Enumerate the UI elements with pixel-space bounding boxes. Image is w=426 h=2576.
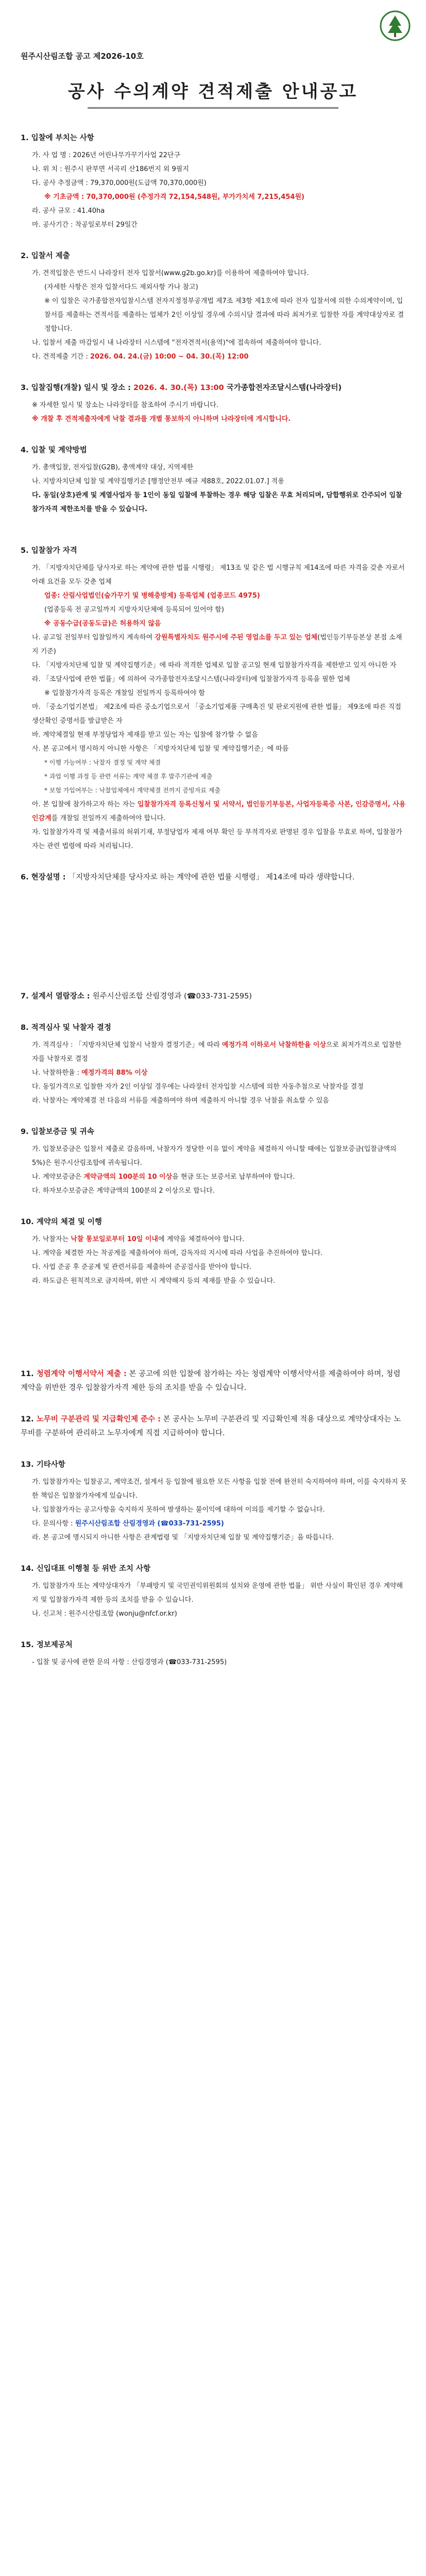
eligibility-documents-list: 입찰참가자격 등록신청서 및 서약서, 법인등기부등본, 사업자등록증 사본, 인감증명서, 사용인감계 <box>32 801 406 822</box>
violation-report <box>32 1607 407 1621</box>
opening-note: ※ 자세한 일시 및 장소는 나라장터를 참조하여 주시기 바랍니다. <box>32 401 219 409</box>
violation-report-email[interactable]: 원주시산림조합 (wonju@nfcf.or.kr) <box>69 1610 177 1618</box>
evaluation-rate <box>32 1066 407 1080</box>
misc-inquiry-value: 원주시산림조합 산림경영과 (☎033-731-2595) <box>75 1520 224 1528</box>
submission-deadline-note: 나. 입찰서 제출 마감일시 내 나라장터 시스템에 "전자견적서(용역)"에 접속하여 제출하여야 합니다. <box>32 339 321 347</box>
section-eligibility <box>21 544 407 853</box>
eligibility-registration-note: ※ 입찰참가자격 등록은 개찰일 전일까지 등록하여야 함 <box>44 689 205 697</box>
submission-period-label: 다. 견적제출 기간 : <box>32 353 90 361</box>
misc-no-objection: 나. 입찰참가자는 공고사항을 숙지하지 못하여 발생하는 불이익에 대하여 이의를 제기할 수 없습니다. <box>32 1506 325 1514</box>
eligibility-false-info: 자. 입찰참가자격 및 제출서류의 허위기재, 부정당업자 제재 여부 확인 등 부적격자로 판명된 경우 입찰을 무효로 하며, 입찰참가자는 관련 법령에 따라 처리됩니다. <box>32 828 402 850</box>
project-location: 나. 위 치 : 원주시 판부면 서곡리 산186번지 외 9필지 <box>32 165 189 173</box>
deposit-contract <box>32 1170 407 1184</box>
deposit-contract-pre: 나. 계약보증금은 <box>32 1173 84 1181</box>
eligibility-registration: 라. 「조달사업에 관한 법률」에 의하여 국가종합전자조달시스템(나라장터)에 입찰참가자격 등록을 필한 업체 <box>32 675 350 683</box>
section-violation <box>21 1562 407 1621</box>
section-title: 1. 입찰에 부치는 사항 <box>21 134 94 142</box>
section-misc <box>21 1458 407 1545</box>
contract-deadline-value: 낙찰 통보일로부터 10일 이내 <box>71 1235 158 1243</box>
section-title: 4. 입찰 및 계약방법 <box>21 446 87 454</box>
eligibility-joint-note: ※ 공동수급(공동도급)은 허용하지 않음 <box>44 620 161 628</box>
project-scale: 라. 공사 규모 : 41.40ha <box>32 207 105 215</box>
violation-report-label: 나. 신고처 : <box>32 1610 69 1618</box>
misc-inquiry <box>32 1517 407 1531</box>
submission-period-value: 2026. 04. 24.(금) 10:00 ~ 04. 30.(목) 12:00 <box>90 353 249 361</box>
section-title: 2. 입찰서 제출 <box>21 252 70 260</box>
section-title: 15. 정보제공처 <box>21 1641 73 1649</box>
eligibility-documents-post: 를 개찰일 전일까지 제출하여야 합니다. <box>51 815 166 822</box>
section-title: 9. 입찰보증금 및 귀속 <box>21 1128 94 1136</box>
evaluation-criteria-post: 으로 최저가격으로 입찰한 자를 낙찰자로 결정 <box>32 1041 402 1063</box>
section-site-briefing <box>21 871 407 885</box>
integrity-text: 본 공고에 의한 입찰에 참가하는 자는 청렴계약 이행서약서를 제출하여야 하며, 청렴계약을 위반한 경우 입찰참가자격 제한 등의 조치를 받을 수 있습니다. <box>21 1370 401 1392</box>
section-title: 14. 신입대표 이행철 등 위반 조치 사항 <box>21 1565 151 1573</box>
misc-inquiry-label: 다. 문의사항 : <box>32 1520 75 1528</box>
submission-legal-note: ※ 이 입찰은 국가종합전자입찰시스템 전자지정정부공개법 제7조 제3항 제1호에 따라 전자 입찰서에 의한 수의계약이며, 입찰서를 제출하는 견적서를 제출하는 업체가 2인 이상일 경우에 수의시담 결과에 따라 최저가로 입찰한 자를 계약대상자로 결정합니다. <box>44 297 404 333</box>
method-type: 가. 총액입찰, 전자입찰(G2B), 총액계약 대상, 지역제한 <box>32 464 194 471</box>
integrity-number: 11. <box>21 1370 37 1378</box>
section-title <box>21 381 407 395</box>
contract-start: 나. 계약을 체결한 자는 착공계를 제출하여야 하며, 감독자의 지시에 따라 사업을 추진하여야 합니다. <box>32 1249 323 1257</box>
section-title <box>21 1413 407 1440</box>
labor-cost-heading: 노무비 구분관리 및 지급확인제 준수 : <box>36 1415 161 1423</box>
section-bid-submission <box>21 249 407 364</box>
forest-association-logo-icon <box>379 9 412 42</box>
section-evaluation <box>21 1021 407 1108</box>
contract-deadline-post: 에 계약을 체결하여야 합니다. <box>158 1235 245 1243</box>
contract-completion: 다. 사업 준공 후 준공계 및 관련서류를 제출하여 준공검사를 받아야 합니다. <box>32 1263 252 1271</box>
method-collusion-note: 다. 동일(상호)관계 및 계열사업자 등 1인이 동일 입찰에 투찰하는 경우 해당 입찰은 무효 처리되며, 담합행위로 간주되어 입찰참가자격 제한조치를 받을 수 있습니다. <box>32 492 402 513</box>
announcement-body <box>21 131 407 1687</box>
document-number: 원주시산림조합 공고 제2026-10호 <box>21 52 144 61</box>
section-title: 13. 기타사항 <box>21 1461 65 1469</box>
contract-subcontract: 라. 하도급은 원칙적으로 금지하며, 위반 시 계약해지 등의 제재를 받을 수 있습니다. <box>32 1277 276 1285</box>
design-viewing-label: 7. 설계서 열람장소 : <box>21 992 93 1001</box>
evaluation-documents: 라. 낙찰자는 계약체결 전 다음의 서류를 제출하여야 하며 제출하지 아니할 경우 낙찰을 취소할 수 있음 <box>32 1097 329 1105</box>
evaluation-criteria-value: 예정가격 이하로서 낙찰하한율 이상 <box>221 1041 326 1049</box>
eligibility-sme: 마. 「중소기업기본법」 제2조에 따른 중소기업으로서 「중소기업제품 구매촉진 및 판로지원에 관한 법률」 제9조에 따른 직접생산확인 증명서를 발급받은 자 <box>32 703 401 725</box>
deposit-warranty: 다. 하자보수보증금은 계약금액의 100분의 2 이상으로 합니다. <box>32 1187 215 1195</box>
site-briefing-label: 6. 현장설명 : <box>21 873 69 882</box>
page-title: 공사 수의계약 견적제출 안내공고 <box>67 81 359 102</box>
estimated-cost: 다. 공사 추정금액 : 79,370,000원(도급액 70,370,000원) <box>32 179 207 187</box>
contract-deadline <box>32 1232 407 1246</box>
section-labor-cost <box>21 1413 407 1440</box>
section-opening <box>21 381 407 426</box>
opening-label: 3. 입찰집행(개찰) 일시 및 장소 : <box>21 384 134 392</box>
deposit-bid: 가. 입찰보증금은 입찰서 제출로 갈음하며, 낙찰자가 정당한 이유 없이 계약을 체결하지 아니할 때에는 입찰보증금(입찰금액의 5%)은 원주시산림조합에 귀속됩니다. <box>32 1145 397 1167</box>
section-bid-items <box>21 131 407 232</box>
site-briefing-value: 「지방자치단체를 당사자로 하는 계약에 관한 법률 시행령」 제14조에 따라 생략합니다. <box>68 873 355 882</box>
eligibility-other: 사. 본 공고에서 명시하지 아니한 사항은 「지방자치단체 입찰 및 계약집행기준」에 따름 <box>32 745 289 753</box>
section-bid-method <box>21 444 407 516</box>
design-viewing-value: 원주시산림조합 산림경영과 (☎033-731-2595) <box>92 992 252 1001</box>
contact-info: - 입찰 및 공사에 관한 문의 사항 : 산림경영과 (☎033-731-2595) <box>32 1658 227 1666</box>
base-amount: ※ 기초금액 : 70,370,000원 (추정가격 72,154,548원, 부가가치세 7,215,454원) <box>44 193 304 201</box>
section-contact <box>21 1638 407 1669</box>
section-title <box>21 1367 407 1395</box>
section-design-viewing <box>21 990 407 1004</box>
submission-period <box>32 350 407 364</box>
integrity-heading: 청렴계약 이행서약서 제출 : <box>36 1370 127 1378</box>
section-title: 10. 계약의 체결 및 이행 <box>21 1218 102 1226</box>
project-name: 가. 사 업 명 : 2026년 어린나무가꾸기사업 22단구 <box>32 151 180 159</box>
eligibility-license-note: (업종등록 전 공고일까지 지방자치단체에 등록되어 있어야 함) <box>44 606 224 614</box>
eligibility-region <box>32 631 407 658</box>
deposit-contract-value: 계약금액의 100분의 10 이상 <box>83 1173 173 1181</box>
eligibility-footnote-2: * 과업 이행 과정 등 관련 서류는 계약 체결 후 발주기관에 제출 <box>44 773 213 780</box>
section-deposit <box>21 1125 407 1198</box>
labor-cost-number: 12. <box>21 1415 37 1423</box>
section-title: 8. 적격심사 및 낙찰자 결정 <box>21 1024 111 1032</box>
section-title <box>21 990 407 1004</box>
eligibility-documents <box>32 798 407 825</box>
contract-deadline-pre: 가. 낙찰자는 <box>32 1235 71 1243</box>
section-integrity <box>21 1367 407 1395</box>
labor-cost-text: 본 공사는 노무비 구분관리 및 지급확인제 적용 대상으로 계약상대자는 노무비를 구분하여 관리하고 노무자에게 직접 지급하여야 합니다. <box>21 1415 401 1437</box>
deposit-contract-post: 을 현금 또는 보증서로 납부하여야 합니다. <box>172 1173 295 1181</box>
submission-note: (자세한 사항은 전자 입찰서다드 제외사항 가나 참고) <box>44 283 198 291</box>
opening-datetime: 2026. 4. 30.(목) 13:00 <box>133 384 224 392</box>
eligibility-region-post: (법인등기부등본상 본점 소재지 기준) <box>32 634 402 655</box>
opening-result-note: ※ 개찰 후 견적제출자에게 낙찰 결과를 개별 통보하지 아니하며 나라장터에 게시합니다. <box>32 415 291 423</box>
eligibility-region-value: 강원특별자치도 원주시에 주된 영업소를 두고 있는 업체 <box>155 634 318 641</box>
violation-measure: 가. 입찰참가자 또는 계약상대자가 「부패방지 및 국민권익위원회의 설치와 운영에 관한 법률」 위반 사실이 확인된 경우 계약해지 및 입찰참가자격 제한 등의 조치를 받을 수 있습니다. <box>32 1582 403 1604</box>
eligibility-restriction: 다. 「지방자치단체 입찰 및 계약집행기준」에 따라 적격한 업체로 입찰 공고일 현재 입찰참가자격을 제한받고 있지 아니한 자 <box>32 662 397 669</box>
evaluation-rate-label: 나. 낙찰하한율 : <box>32 1069 82 1077</box>
eligibility-license: 업종: 산림사업법인(숲가꾸기 및 병해충방제) 등록업체 (업종코드 4975) <box>44 592 260 600</box>
eligibility-documents-pre: 아. 본 입찰에 참가하고자 하는 자는 <box>32 801 138 808</box>
evaluation-criteria <box>32 1038 407 1066</box>
eligibility-region-pre: 나. 공고일 전일부터 입찰일까지 계속하여 <box>32 634 155 641</box>
section-title: 5. 입찰참가 자격 <box>21 547 77 555</box>
eligibility-footnote-3: * 보험 가입여부는 : 낙찰업체에서 계약체결 전까지 증빙자료 제출 <box>44 787 220 794</box>
section-title <box>21 871 407 885</box>
evaluation-criteria-pre: 가. 적격심사 : 「지방자치단체 입찰시 낙찰자 결정기준」에 따라 <box>32 1041 222 1049</box>
opening-place: 국가종합전자조달시스템(나라장터) <box>224 384 342 392</box>
title-underline <box>88 107 338 109</box>
project-period: 마. 공사기간 : 착공일로부터 29일간 <box>32 221 138 229</box>
method-standard: 나. 지방자치단체 입찰 및 계약집행기준 [행정안전부 예규 제88호, 2022.01.07.] 적용 <box>32 478 284 485</box>
evaluation-rate-value: 예정가격의 88% 이상 <box>81 1069 148 1077</box>
eligibility-sanction: 바. 계약체결일 현재 부정당업자 제재를 받고 있는 자는 입찰에 참가할 수 없음 <box>32 731 258 739</box>
misc-other: 라. 본 공고에 명시되지 아니한 사항은 관계법령 및 「지방자치단체 입찰 및 계약집행기준」을 따릅니다. <box>32 1534 334 1541</box>
section-contract <box>21 1215 407 1288</box>
submission-method: 가. 견적입찰은 반드시 나라장터 전자 입찰서(www.g2b.go.kr)를 이용하여 제출하여야 합니다. <box>32 269 309 277</box>
misc-familiarize: 가. 입찰참가자는 입찰공고, 계약조건, 설계서 등 입찰에 필요한 모든 사항을 입찰 전에 완전히 숙지하여야 하며, 이를 숙지하지 못한 책임은 입찰참가자에게 있습니다. <box>32 1478 407 1500</box>
evaluation-tie: 다. 동일가격으로 입찰한 자가 2인 이상일 경우에는 나라장터 전자입찰 시스템에 의한 자동추첨으로 낙찰자를 결정 <box>32 1083 364 1091</box>
eligibility-footnote-1: * 이행 가능여부 : 낙찰자 결정 및 계약 체결 <box>44 759 161 766</box>
eligibility-basis: 가. 「지방자치단체를 당사자로 하는 계약에 관한 법률 시행령」 제13조 및 같은 법 시행규칙 제14조에 따른 자격을 갖춘 자로서 아래 요건을 모두 갖춘 업체 <box>32 564 405 586</box>
